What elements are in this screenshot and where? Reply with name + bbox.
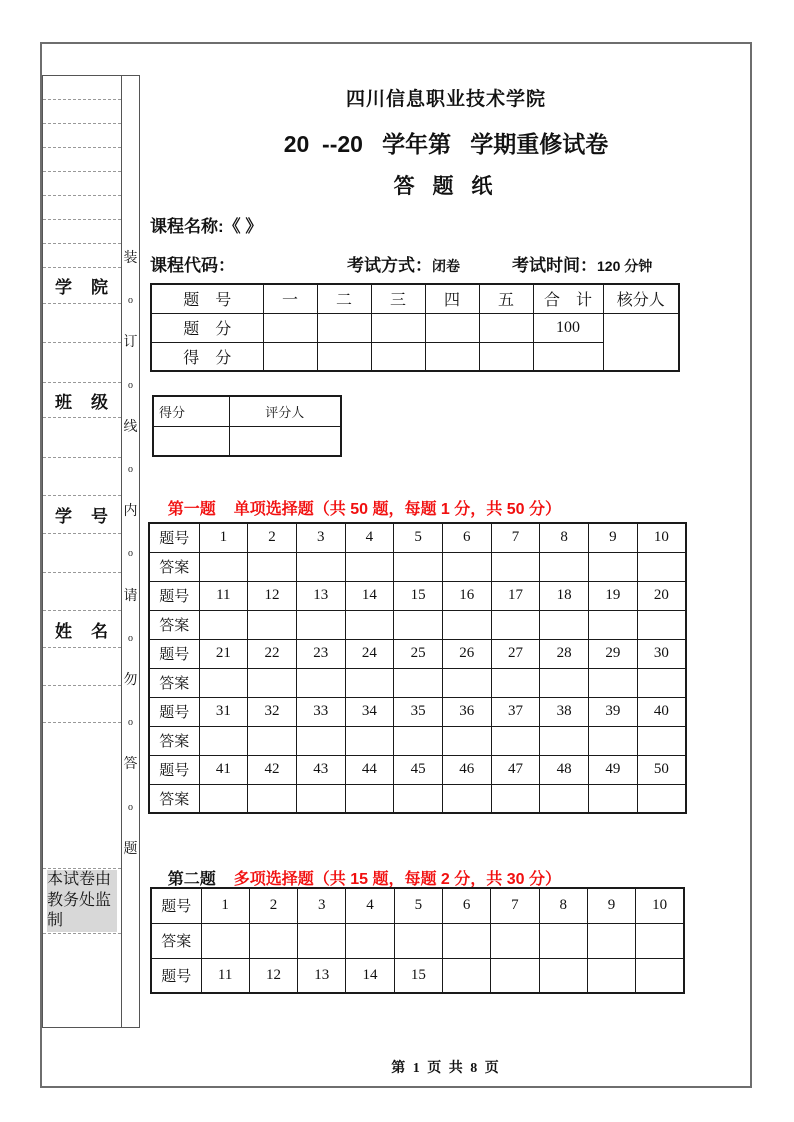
question-number-cell: 33: [296, 697, 345, 726]
answer-cell: [589, 726, 638, 755]
class-label: 班 级: [55, 392, 109, 412]
question-number-cell: 15: [394, 958, 442, 993]
student-info-column: [43, 76, 122, 1027]
page-footer: 第 1 页 共 8 页: [391, 1061, 501, 1076]
answer-cell: [345, 668, 394, 697]
question-number-cell: 12: [248, 581, 297, 610]
student-no-label-cell: [43, 495, 121, 533]
question-number-cell: 37: [491, 697, 540, 726]
answer-cell: [637, 552, 686, 581]
section1-number: 第一题: [167, 501, 216, 518]
points-cell: [263, 313, 317, 342]
course-name-line: 课程名称:《 》: [150, 217, 263, 236]
answer-row: [149, 726, 686, 755]
blank-cell: [43, 123, 121, 147]
question-number-cell: 49: [589, 755, 638, 784]
answer-cell: [345, 552, 394, 581]
question-number-cell: 22: [248, 639, 297, 668]
answer-cell: [491, 668, 540, 697]
answer-cell: [296, 668, 345, 697]
answer-cell: [199, 784, 248, 813]
sheet-title: 答 题 纸: [393, 175, 499, 198]
answer-cell: [540, 726, 589, 755]
answer-row-label: 答案: [151, 923, 201, 958]
answer-cell: [345, 610, 394, 639]
question-number-cell: 9: [587, 888, 635, 923]
blank-cell: [43, 417, 121, 457]
answer-cell: [248, 784, 297, 813]
answer-cell: [394, 923, 442, 958]
exam-time: [512, 251, 652, 276]
question-row-label: 题号: [151, 888, 201, 923]
score-value-cell: [153, 426, 229, 456]
answer-row-label: 答案: [149, 668, 199, 697]
question-number-cell: 3: [298, 888, 346, 923]
answer-cell: [540, 668, 589, 697]
score-header-cell: 一: [263, 284, 317, 313]
question-number-cell: 39: [589, 697, 638, 726]
issuer-stamp-text: 本试卷由教务处监制: [47, 870, 117, 932]
exam-title: 20 --20 学年第 学期重修试卷: [283, 131, 609, 157]
answer-cell: [296, 552, 345, 581]
answer-cell: [394, 552, 443, 581]
question-number-cell: 14: [346, 958, 394, 993]
points-cell: [371, 342, 425, 371]
points-cell: [479, 342, 533, 371]
question-number-cell: 43: [296, 755, 345, 784]
answer-cell: [394, 668, 443, 697]
points-cell: [371, 313, 425, 342]
row-label: 得 分: [151, 342, 263, 371]
binding-separator: o: [128, 464, 133, 476]
score-header-row: [151, 284, 679, 313]
answer-cell: [346, 923, 394, 958]
question-number-cell: 16: [442, 581, 491, 610]
answer-cell: [442, 784, 491, 813]
question-number-cell: 27: [491, 639, 540, 668]
question-number-cell: 50: [637, 755, 686, 784]
binding-char: 订: [123, 335, 138, 351]
question-number-cell: 14: [345, 581, 394, 610]
binding-separator: o: [128, 801, 133, 813]
points-cell: [317, 342, 371, 371]
answer-cell: [296, 726, 345, 755]
answer-cell: [201, 923, 249, 958]
question-number-cell: 11: [199, 581, 248, 610]
question-number-row: [151, 888, 684, 923]
question-number-cell: 19: [589, 581, 638, 610]
question-number-cell: 13: [296, 581, 345, 610]
question-number-cell: 10: [637, 523, 686, 552]
question-number-cell: 4: [346, 888, 394, 923]
question-number-cell: 13: [298, 958, 346, 993]
score-header-cell: 四: [425, 284, 479, 313]
score-summary-table: [150, 283, 680, 372]
points-cell: [425, 342, 479, 371]
binding-char: 请: [123, 588, 138, 604]
question-number-cell: 7: [491, 523, 540, 552]
answer-cell: [540, 784, 589, 813]
question-row-label: 题号: [149, 755, 199, 784]
answer-row: [149, 668, 686, 697]
question-number-cell: 20: [637, 581, 686, 610]
blank-cell: [43, 195, 121, 219]
blank-cell: [43, 219, 121, 243]
points-cell: [425, 313, 479, 342]
question-number-cell: 32: [248, 697, 297, 726]
question-number-cell: 2: [249, 888, 297, 923]
answer-cell: [248, 726, 297, 755]
section2-number: 第二题: [167, 871, 216, 888]
grader-value-cell: [229, 426, 341, 456]
points-cell: [317, 313, 371, 342]
blank-cell: [43, 342, 121, 382]
question-number-cell: 8: [540, 523, 589, 552]
points-cell: [263, 342, 317, 371]
binding-separator: o: [128, 717, 133, 729]
answer-cell: [442, 726, 491, 755]
question-number-cell: 23: [296, 639, 345, 668]
school-name: 四川信息职业技术学院: [345, 89, 546, 110]
answer-row: [149, 610, 686, 639]
answer-cell: [199, 552, 248, 581]
blank-cell: [43, 647, 121, 685]
binding-char: 线: [123, 419, 138, 435]
question-number-cell: 15: [394, 581, 443, 610]
question-number-cell: 44: [345, 755, 394, 784]
question-number-cell: 11: [201, 958, 249, 993]
row-label: 题 分: [151, 313, 263, 342]
question-number-cell: 31: [199, 697, 248, 726]
question-number-cell: 9: [589, 523, 638, 552]
blank-cell: [43, 457, 121, 495]
question-number-row: [149, 639, 686, 668]
question-number-row: [149, 581, 686, 610]
question-row-label: 题号: [149, 581, 199, 610]
question-number-cell: 40: [637, 697, 686, 726]
answer-row-label: 答案: [149, 610, 199, 639]
blank-cell: [43, 147, 121, 171]
answer-cell: [394, 610, 443, 639]
grading-box: [152, 395, 342, 457]
question-number-cell: 18: [540, 581, 589, 610]
question-number-cell: 36: [442, 697, 491, 726]
binding-char: 勿: [123, 673, 138, 689]
binding-left-block: [42, 75, 140, 1028]
student-no-label: 学 号: [55, 507, 109, 526]
binding-separator: o: [128, 548, 133, 560]
question-number-cell: 41: [199, 755, 248, 784]
answer-cell: [345, 784, 394, 813]
question-number-cell: 6: [442, 888, 490, 923]
blank-cell: [43, 171, 121, 195]
answer-cell: [248, 610, 297, 639]
answer-row: [149, 784, 686, 813]
name-label-cell: [43, 610, 121, 647]
section2-answer-table: [150, 887, 685, 994]
answer-cell: [442, 552, 491, 581]
question-number-row: [151, 958, 684, 993]
answer-cell: [589, 610, 638, 639]
answer-cell: [539, 923, 587, 958]
question-number-cell: 26: [442, 639, 491, 668]
college-label: 学 院: [55, 278, 109, 297]
answer-cell: [248, 668, 297, 697]
binding-char: 答: [123, 757, 138, 773]
question-number-cell: [587, 958, 635, 993]
question-number-cell: 47: [491, 755, 540, 784]
score-header-cell: 核分人: [603, 284, 679, 313]
blank-cell: [43, 933, 121, 1027]
earned-points-row: [151, 342, 679, 371]
binding-separator: o: [128, 295, 133, 307]
answer-row: [149, 552, 686, 581]
question-number-cell: 12: [249, 958, 297, 993]
binding-char: 内: [123, 504, 138, 520]
exam-time-label: 考试时间：: [512, 256, 597, 275]
question-number-cell: 5: [394, 523, 443, 552]
question-row-label: 题号: [149, 639, 199, 668]
name-label: 姓 名: [55, 621, 109, 641]
issuer-stamp-cell: [43, 868, 121, 933]
question-number-row: [149, 523, 686, 552]
answer-cell: [491, 784, 540, 813]
binding-separator: o: [128, 632, 133, 644]
question-number-cell: 45: [394, 755, 443, 784]
question-number-cell: [636, 958, 684, 993]
grading-box-empty-row: [153, 426, 341, 456]
answer-cell: [589, 552, 638, 581]
question-number-cell: 30: [637, 639, 686, 668]
answer-cell: [491, 726, 540, 755]
question-number-cell: [539, 958, 587, 993]
answer-cell: [637, 668, 686, 697]
score-header-cell: 二: [317, 284, 371, 313]
answer-cell: [345, 726, 394, 755]
score-header-cell: 五: [479, 284, 533, 313]
question-number-cell: 42: [248, 755, 297, 784]
answer-cell: [637, 784, 686, 813]
blank-cell: [43, 303, 121, 342]
score-header-cell: 三: [371, 284, 425, 313]
answer-row-label: 答案: [149, 784, 199, 813]
answer-cell: [491, 610, 540, 639]
answer-cell: [394, 784, 443, 813]
course-code-label: 课程代码：: [150, 256, 235, 275]
binding-strip: [122, 76, 139, 1027]
answer-cell: [199, 610, 248, 639]
question-number-cell: 38: [540, 697, 589, 726]
blank-cell: [43, 533, 121, 572]
exam-mode: [347, 251, 460, 276]
question-number-cell: 25: [394, 639, 443, 668]
blank-cell: [43, 685, 121, 722]
binding-char: 题: [123, 841, 138, 857]
binding-separator: o: [128, 379, 133, 391]
question-number-cell: 3: [296, 523, 345, 552]
answer-cell: [491, 923, 539, 958]
answer-cell: [249, 923, 297, 958]
answer-cell: [199, 726, 248, 755]
checker-cell: [603, 313, 679, 371]
question-number-cell: 1: [201, 888, 249, 923]
question-row-label: 题号: [151, 958, 201, 993]
question-number-cell: 8: [539, 888, 587, 923]
question-number-cell: 24: [345, 639, 394, 668]
question-number-cell: 34: [345, 697, 394, 726]
question-number-cell: 2: [248, 523, 297, 552]
binding-char: 装: [123, 251, 138, 266]
answer-cell: [589, 784, 638, 813]
points-cell: [479, 313, 533, 342]
answer-cell: [540, 610, 589, 639]
answer-row: [151, 923, 684, 958]
score-header-cell: 题 号: [151, 284, 263, 313]
question-number-cell: 21: [199, 639, 248, 668]
blank-cell: [43, 243, 121, 267]
college-label-cell: [43, 267, 121, 303]
answer-cell: [442, 923, 490, 958]
question-number-cell: 6: [442, 523, 491, 552]
exam-time-value: 120 分钟: [597, 258, 653, 274]
question-number-cell: 46: [442, 755, 491, 784]
total-points-cell: 100: [533, 313, 603, 342]
answer-row-label: 答案: [149, 552, 199, 581]
question-number-cell: 28: [540, 639, 589, 668]
exam-mode-value: 闭卷: [432, 258, 460, 274]
blank-cell: [43, 722, 121, 868]
answer-cell: [540, 552, 589, 581]
answer-cell: [587, 923, 635, 958]
answer-cell: [636, 923, 684, 958]
class-label-cell: [43, 382, 121, 417]
section1-answer-table: [148, 522, 687, 814]
blank-cell: [43, 99, 121, 123]
question-number-cell: [491, 958, 539, 993]
question-number-cell: 17: [491, 581, 540, 610]
answer-cell: [199, 668, 248, 697]
answer-cell: [296, 610, 345, 639]
answer-row-label: 答案: [149, 726, 199, 755]
answer-cell: [442, 668, 491, 697]
answer-cell: [491, 552, 540, 581]
answer-cell: [248, 552, 297, 581]
score-label: 得分: [153, 396, 229, 426]
blank-cell: [43, 76, 121, 99]
answer-cell: [298, 923, 346, 958]
section1-title: 单项选择题（共 50 题，每题 1 分，共 50 分）: [233, 501, 561, 518]
question-row-label: 题号: [149, 523, 199, 552]
answer-cell: [637, 726, 686, 755]
answer-cell: [296, 784, 345, 813]
answer-cell: [394, 726, 443, 755]
question-number-cell: 29: [589, 639, 638, 668]
question-number-cell: [442, 958, 490, 993]
question-number-cell: 4: [345, 523, 394, 552]
question-number-cell: 35: [394, 697, 443, 726]
answer-cell: [637, 610, 686, 639]
answer-cell: [589, 668, 638, 697]
score-header-cell: 合 计: [533, 284, 603, 313]
question-number-row: [149, 697, 686, 726]
question-number-cell: 10: [636, 888, 684, 923]
grader-label: 评分人: [229, 396, 341, 426]
question-row-label: 题号: [149, 697, 199, 726]
question-number-row: [149, 755, 686, 784]
question-number-cell: 48: [540, 755, 589, 784]
exam-mode-label: 考试方式：: [347, 256, 432, 275]
question-points-row: [151, 313, 679, 342]
exam-info-line: [150, 251, 690, 276]
points-cell: [533, 342, 603, 371]
question-number-cell: 7: [491, 888, 539, 923]
section2-title: 多项选择题（共 15 题，每题 2 分，共 30 分）: [233, 871, 561, 888]
question-number-cell: 1: [199, 523, 248, 552]
grading-box-header-row: [153, 396, 341, 426]
answer-cell: [442, 610, 491, 639]
question-number-cell: 5: [394, 888, 442, 923]
blank-cell: [43, 572, 121, 610]
